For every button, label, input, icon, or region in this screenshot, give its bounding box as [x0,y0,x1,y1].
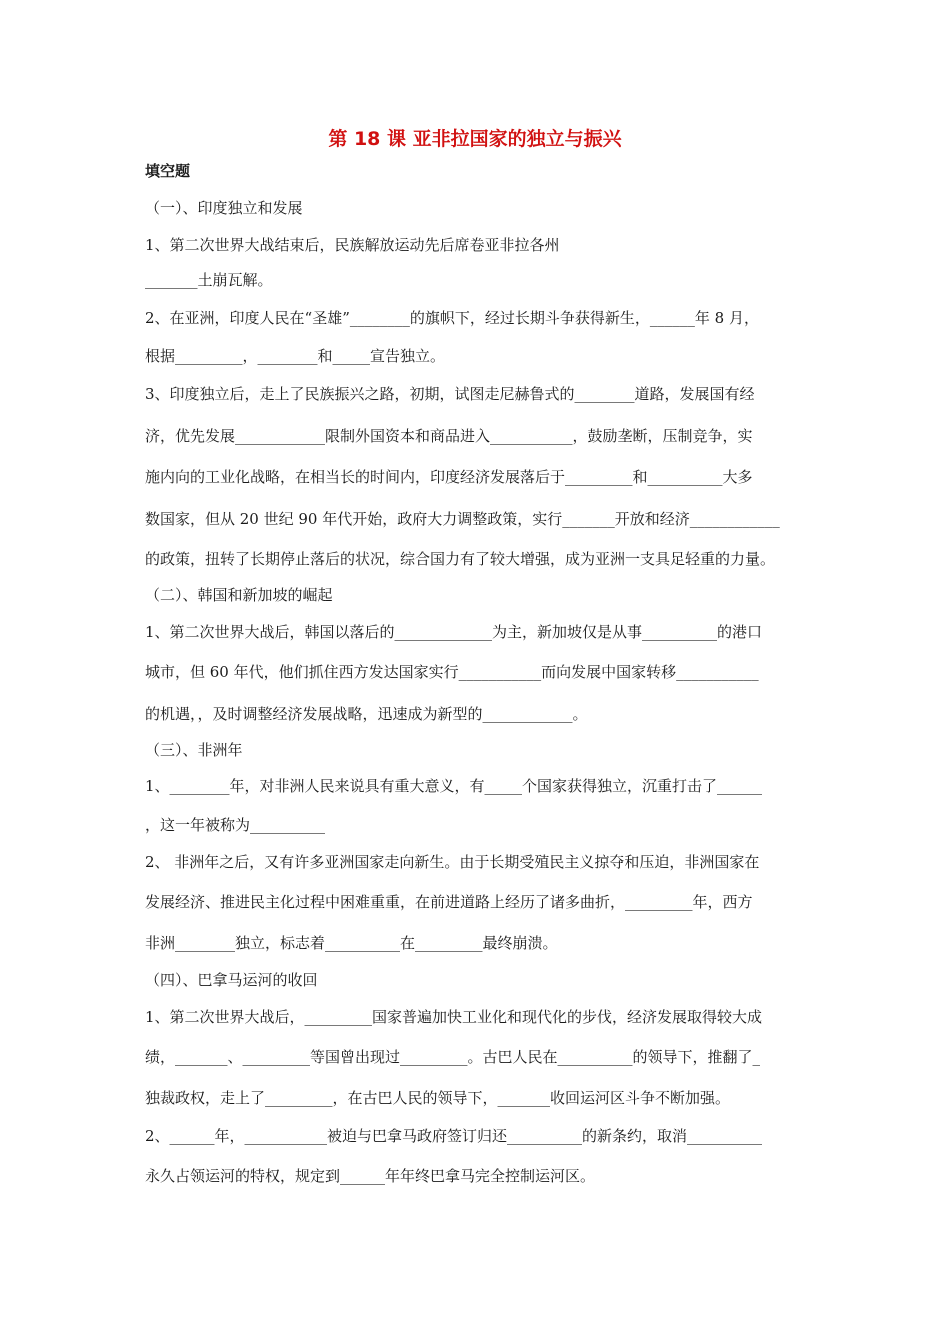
section-heading: 填空题 [145,162,191,180]
text-line: 1、第二次世界大战结束后，民族解放运动先后席卷亚非拉各州 [145,236,560,254]
section-title: （二）、韩国和新加坡的崛起 [145,586,333,604]
text-line: 独裁政权，走上了_________，在古巴人民的领导下，_______收回运河区斗争不断加强。 [145,1089,731,1107]
text-line: 永久占领运河的特权，规定到______年年终巴拿马完全控制运河区。 [145,1167,596,1185]
text-line: 1、第二次世界大战后，_________国家普遍加快工业化和现代化的步伐，经济发展取得较大成 [145,1008,763,1026]
section-title: （一）、印度独立和发展 [145,199,303,217]
text-line: _______土崩瓦解。 [145,271,273,289]
page-title: 第 18 课 亚非拉国家的独立与振兴 [328,128,622,150]
text-line: 的政策，扭转了长期停止落后的状况，综合国力有了较大增强，成为亚洲一支具足轻重的力量。 [145,550,776,568]
text-line: ，这一年被称为__________ [145,816,326,834]
text-line: 3、印度独立后，走上了民族振兴之路，初期，试图走尼赫鲁式的________道路，发展国有经 [145,385,755,403]
section-title: （四）、巴拿马运河的收回 [145,971,318,989]
text-line: 城市，但 60 年代，他们抓住西方发达国家实行___________而向发展中国家转移___________ [145,663,759,681]
text-line: 发展经济、推进民主化过程中困难重重，在前进道路上经历了诸多曲折，_________年，西方 [145,893,753,911]
text-line: 根据_________，________和_____宣告独立。 [145,347,446,365]
text-line: 的机遇，，及时调整经济发展战略，迅速成为新型的____________。 [145,705,588,723]
section-title: （三）、非洲年 [145,741,243,759]
text-line: 1、第二次世界大战后，韩国以落后的_____________为主，新加坡仅是从事__________的港口 [145,623,763,641]
text-line: 绩，_______、_________等国曾出现过_________。古巴人民在__________的领导下，推翻了_ [145,1048,761,1066]
text-line: 非洲________独立，标志着__________在_________最终崩溃。 [145,934,558,952]
text-line: 2、 非洲年之后，又有许多亚洲国家走向新生。由于长期受殖民主义掠夺和压迫，非洲国家在 [145,853,760,871]
text-line: 济，优先发展____________限制外国资本和商品进入___________，鼓励垄断，压制竞争，实 [145,427,753,445]
text-line: 施内向的工业化战略，在相当长的时间内，印度经济发展落后于_________和__________大多 [145,468,753,486]
text-line: 1、________年，对非洲人民来说具有重大意义，有_____个国家获得独立，沉重打击了______ [145,777,763,795]
text-line: 2、在亚洲，印度人民在“圣雄”________的旗帜下，经过长期斗争获得新生，______年 8 月， [145,309,759,327]
text-line: 2、______年，___________被迫与巴拿马政府签订归还__________的新条约，取消__________ [145,1127,763,1145]
text-line: 数国家，但从 20 世纪 90 年代开始，政府大力调整政策，实行_______开放和经济____________ [145,510,780,528]
